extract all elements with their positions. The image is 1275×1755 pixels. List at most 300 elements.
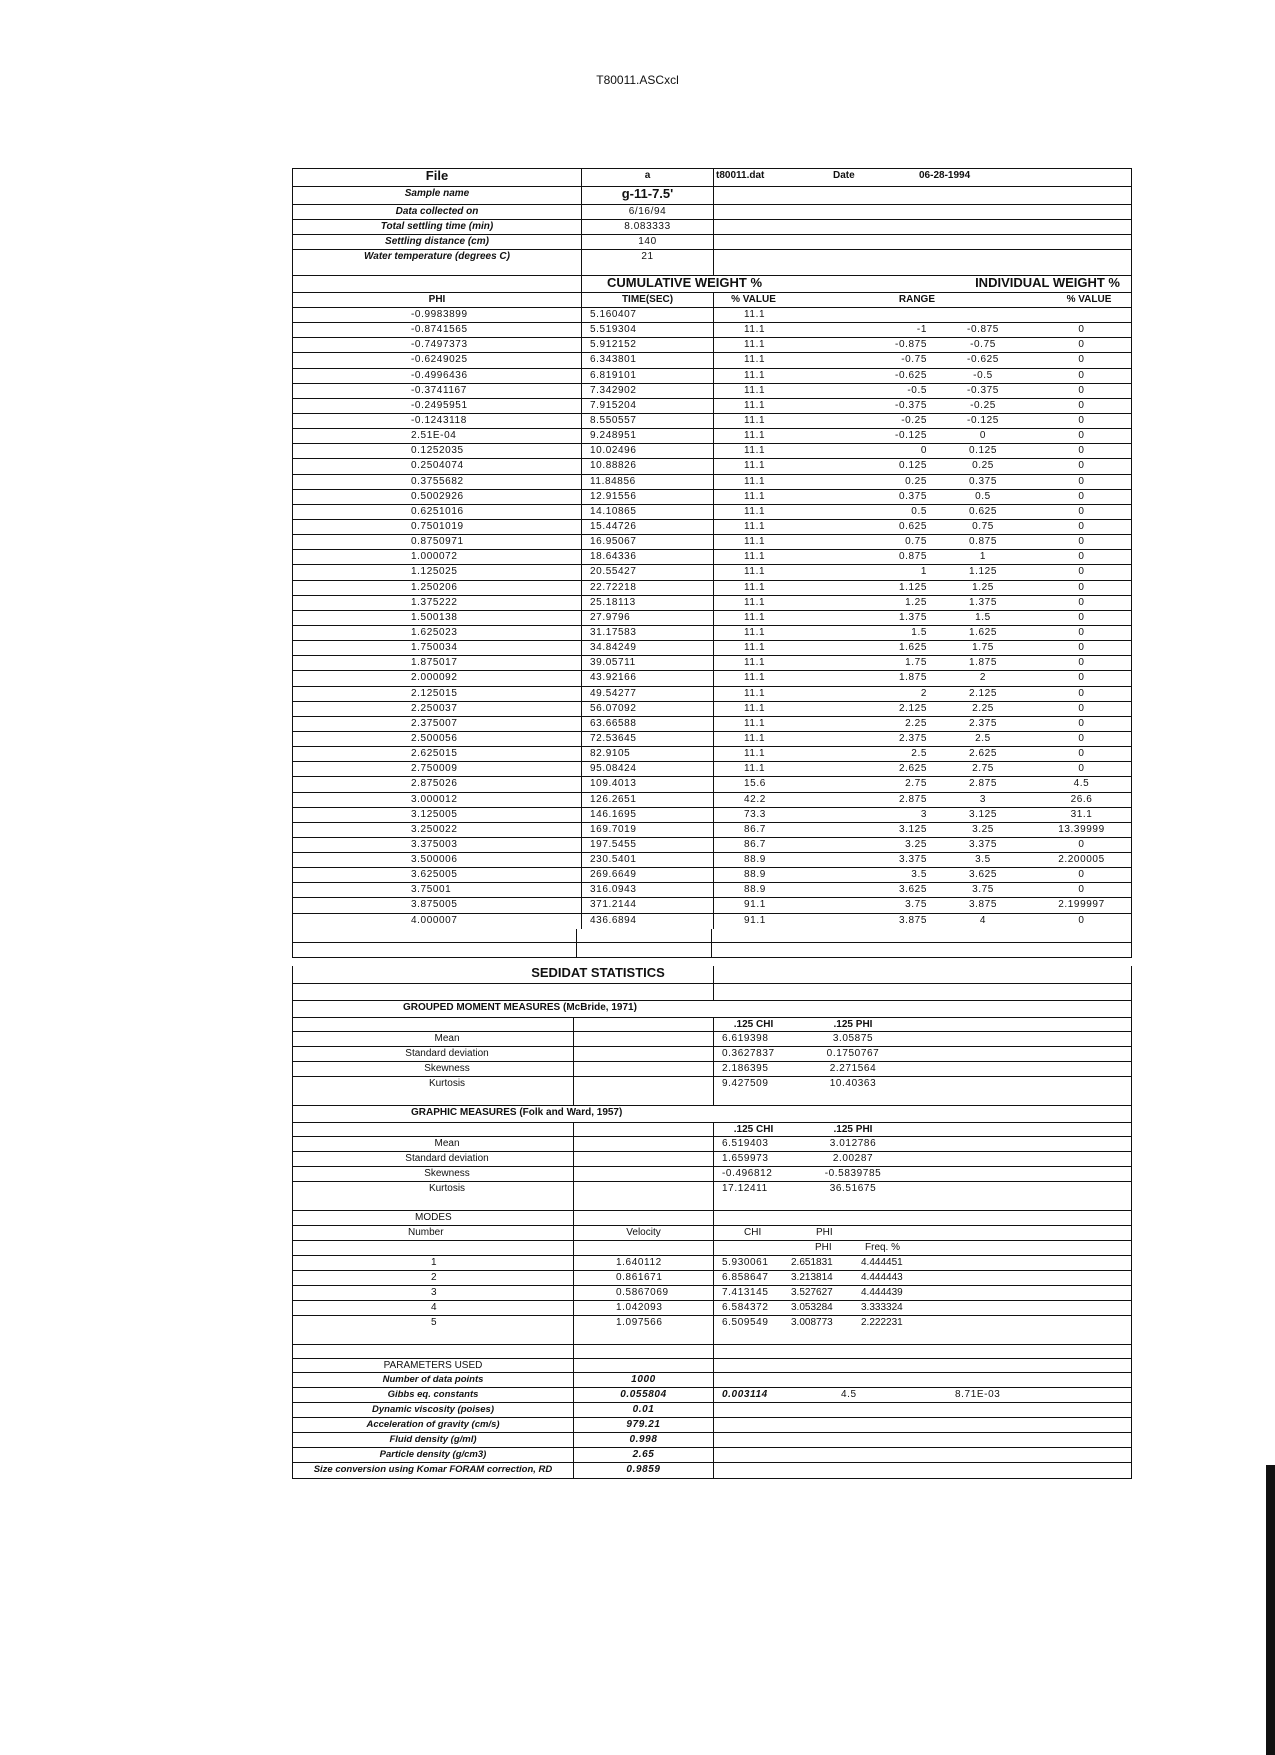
stat-blank	[573, 1152, 713, 1166]
stat-label: Standard deviation	[405, 1048, 489, 1059]
range-to-cell: 0.5	[975, 490, 991, 502]
range-from-cell: 1.25	[905, 596, 927, 608]
graphic-phi-head: .125 PHI	[833, 1124, 873, 1135]
weight-row	[293, 687, 1131, 702]
range-from-cell: 1.75	[905, 657, 927, 669]
stat-row	[293, 1032, 1131, 1047]
phi-cell: 1.125025	[411, 566, 458, 578]
col-time: TIME(SEC)	[581, 293, 713, 307]
page-edge	[1266, 1465, 1275, 1755]
mode-velocity: 0.5867069	[573, 1286, 713, 1300]
mode-phi: 2.651831	[791, 1257, 833, 1268]
stat-label: Mean	[434, 1033, 460, 1044]
mode-number: 2	[431, 1272, 437, 1283]
range-from-cell: 1.5	[911, 626, 927, 638]
weight-row	[293, 384, 1131, 399]
cum-value-cell: 11.1	[713, 444, 793, 458]
range-to-cell: 3.75	[972, 884, 994, 896]
time-cell: 14.10865	[581, 505, 713, 519]
phi-cell: 0.1252035	[411, 445, 464, 457]
range-from-cell: 0	[920, 445, 927, 457]
range-from-cell: 1	[920, 566, 927, 578]
phi-cell: -0.1243118	[411, 414, 467, 426]
range-from-cell: 0.375	[898, 490, 927, 502]
cum-value-cell: 11.1	[713, 399, 793, 413]
phi-cell: 3.500006	[411, 854, 458, 866]
range-from-cell: 3.5	[911, 869, 927, 881]
weight-row	[293, 702, 1131, 717]
ind-value-cell: 4.5	[1073, 778, 1090, 790]
mode-velocity: 1.097566	[573, 1316, 713, 1331]
phi-cell: -0.4996436	[411, 369, 468, 381]
cum-value-cell: 91.1	[713, 914, 793, 929]
phi-cell: 3.250022	[411, 823, 458, 835]
phi-cell: 0.2504074	[411, 460, 464, 472]
weight-row	[293, 338, 1131, 353]
cum-value-cell: 11.1	[713, 611, 793, 625]
weight-row	[293, 853, 1131, 868]
ind-value-cell: 0	[1078, 702, 1085, 714]
range-to-cell: 2.25	[972, 702, 994, 714]
param-extra-3	[953, 1448, 1130, 1462]
weight-row	[293, 369, 1131, 384]
time-cell: 12.91556	[581, 490, 713, 504]
mode-chi: 6.509549	[713, 1316, 789, 1331]
param-extra-1	[713, 1403, 833, 1417]
cum-value-cell: 73.3	[713, 808, 793, 822]
range-to-cell: 0.125	[968, 445, 998, 457]
time-cell: 27.9796	[581, 611, 713, 625]
mode-velocity: 1.640112	[573, 1256, 713, 1270]
weight-row	[293, 611, 1131, 626]
phi-cell: -0.9983899	[411, 309, 468, 320]
range-from-cell: 1.625	[898, 642, 927, 654]
sample-info-value: 6/16/94	[581, 205, 713, 219]
cum-value-cell: 15.6	[713, 777, 793, 791]
cum-value-cell: 11.1	[713, 565, 793, 579]
individual-weight-title: INDIVIDUAL WEIGHT %	[975, 276, 1120, 290]
mode-phi: 3.008773	[791, 1317, 833, 1328]
range-to-cell: 0.25	[972, 460, 994, 472]
sample-info-label: Data collected on	[395, 206, 479, 217]
stat-row	[293, 1152, 1131, 1167]
stat-label: Skewness	[424, 1063, 470, 1074]
cum-value-cell: 11.1	[713, 459, 793, 473]
range-to-cell: 2.375	[968, 717, 998, 729]
range-from-cell: 2.25	[905, 717, 927, 729]
time-cell: 49.54277	[581, 687, 713, 701]
time-cell: 20.55427	[581, 565, 713, 579]
weight-row	[293, 868, 1131, 883]
range-from-cell: -0.75	[901, 354, 927, 366]
params-title: PARAMETERS USED	[383, 1360, 483, 1371]
phi-cell: 0.7501019	[411, 520, 464, 532]
data-sheet	[292, 168, 1132, 958]
time-cell: 316.0943	[581, 883, 713, 897]
phi-cell: -0.3741167	[411, 384, 467, 396]
range-to-cell: -0.125	[967, 414, 999, 426]
range-to-cell: -0.625	[967, 354, 999, 366]
cum-value-cell: 11.1	[713, 414, 793, 428]
weight-row	[293, 490, 1131, 505]
ind-value-cell: 0	[1078, 354, 1085, 366]
stat-label: Kurtosis	[428, 1183, 466, 1194]
params-title-row	[293, 1359, 1131, 1373]
ind-value-cell: 0	[1078, 490, 1085, 502]
ind-value-cell: 0	[1078, 717, 1085, 729]
time-cell: 109.4013	[581, 777, 713, 791]
phi-cell: 1.625023	[411, 626, 458, 638]
sample-info-label: Water temperature (degrees C)	[364, 251, 510, 262]
ind-value-cell: 0	[1078, 626, 1085, 638]
range-from-cell: 3.375	[898, 854, 927, 866]
stats-title-row	[293, 966, 1131, 984]
cum-value-cell: 11.1	[713, 505, 793, 519]
stat-blank	[913, 1182, 1130, 1197]
stat-row	[293, 1182, 1131, 1197]
time-cell: 197.5455	[581, 838, 713, 852]
ind-value-cell: 26.6	[1070, 793, 1093, 805]
graphic-chi-head: .125 CHI	[713, 1123, 793, 1136]
range-from-cell: -0.125	[895, 430, 927, 442]
statistics-sheet	[292, 966, 1132, 1479]
ind-value-cell: 31.1	[1070, 808, 1093, 820]
modes-number-label: Number	[408, 1227, 444, 1238]
range-from-cell: -0.25	[901, 414, 927, 426]
time-cell: 146.1695	[581, 808, 713, 822]
mode-chi: 7.413145	[713, 1286, 789, 1300]
cum-value-cell: 11.1	[713, 338, 793, 352]
ind-value-cell: 0	[1078, 399, 1085, 411]
ind-value-cell: 0	[1078, 642, 1085, 654]
sample-info-value: 8.083333	[581, 220, 713, 234]
stat-chi-value: 0.3627837	[713, 1047, 793, 1061]
range-from-cell: 2.875	[898, 793, 927, 805]
phi-cell: 3.75001	[411, 884, 452, 896]
ind-value-cell: 0	[1078, 672, 1085, 684]
col-value: % VALUE	[713, 293, 793, 307]
ind-value-cell: 2.200005	[1058, 854, 1105, 866]
mode-velocity: 0.861671	[573, 1271, 713, 1285]
time-cell: 39.05711	[581, 656, 713, 670]
sample-info-row	[293, 220, 1131, 235]
date-label: Date	[833, 170, 855, 181]
ind-value-cell: 0	[1078, 611, 1085, 623]
mode-row	[293, 1271, 1131, 1286]
phi-cell: 2.375007	[411, 717, 458, 729]
stat-chi-value: 17.12411	[713, 1182, 793, 1197]
mode-number: 5	[431, 1317, 437, 1328]
stat-phi-value: 36.51675	[829, 1183, 877, 1194]
weight-row	[293, 550, 1131, 565]
ind-value-cell: 0	[1078, 430, 1085, 442]
range-from-cell: 0.875	[898, 551, 927, 563]
weight-row	[293, 626, 1131, 641]
stat-row	[293, 1062, 1131, 1077]
stat-chi-value: 1.659973	[713, 1152, 793, 1166]
ind-value-cell: 0	[1078, 732, 1085, 744]
cum-value-cell: 11.1	[713, 762, 793, 776]
stat-phi-value: 0.1750767	[826, 1048, 880, 1059]
modes-chi-label: CHI	[713, 1226, 813, 1240]
range-to-cell: 3	[979, 793, 987, 805]
range-to-cell: 3.25	[972, 823, 994, 835]
ind-value-cell: 0	[1078, 505, 1085, 517]
phi-cell: 1.375222	[411, 596, 458, 608]
param-extra-2: 4.5	[841, 1389, 857, 1400]
range-from-cell: 3.75	[905, 899, 927, 911]
weight-row	[293, 777, 1131, 792]
stat-blank	[913, 1167, 1130, 1181]
range-from-cell: 3	[920, 808, 927, 820]
time-cell: 82.9105	[581, 747, 713, 761]
moment-table	[293, 1032, 1131, 1092]
cum-value-cell: 11.1	[713, 490, 793, 504]
col-ind-value: % VALUE	[1066, 294, 1112, 305]
cum-value-cell: 11.1	[713, 626, 793, 640]
time-cell: 63.66588	[581, 717, 713, 731]
ind-value-cell: 0	[1078, 324, 1085, 336]
range-from-cell: 0.625	[898, 520, 927, 532]
range-to-cell: -0.375	[967, 384, 999, 396]
weight-row	[293, 793, 1131, 808]
phi-cell: 2.500056	[411, 732, 458, 744]
param-extra-3	[953, 1463, 1130, 1478]
moment-phi-head: .125 PHI	[833, 1019, 873, 1030]
ind-value-cell: 0	[1078, 551, 1085, 563]
mode-phi: 3.053284	[791, 1302, 833, 1313]
range-to-cell: 2.5	[975, 732, 991, 744]
cum-value-cell: 11.1	[713, 596, 793, 610]
range-to-cell: 2.125	[968, 687, 998, 699]
range-from-cell: -0.5	[907, 384, 927, 396]
cum-value-cell: 11.1	[713, 353, 793, 367]
phi-cell: 2.000092	[411, 672, 458, 684]
cum-value-cell: 11.1	[713, 687, 793, 701]
phi-cell: -0.6249025	[411, 354, 468, 366]
param-row	[293, 1418, 1131, 1433]
modes-phi-sub: PHI	[815, 1242, 832, 1253]
sample-info-label: Total settling time (min)	[380, 221, 494, 232]
weight-row	[293, 308, 1131, 323]
ind-value-cell: 0	[1078, 369, 1085, 381]
ind-value-cell: 0	[1078, 475, 1085, 487]
time-cell: 436.6894	[581, 914, 713, 929]
weight-row	[293, 353, 1131, 368]
cum-value-cell: 88.9	[713, 868, 793, 882]
stat-blank	[573, 1167, 713, 1181]
range-from-cell: 1.125	[898, 581, 927, 593]
weight-row	[293, 535, 1131, 550]
mode-freq: 3.333324	[861, 1302, 903, 1313]
weight-row	[293, 429, 1131, 444]
range-to-cell: 1.25	[972, 581, 994, 593]
time-cell: 11.84856	[581, 475, 713, 489]
range-from-cell: 3.125	[898, 823, 927, 835]
ind-value-cell: 0	[1078, 869, 1085, 881]
phi-cell: 2.875026	[411, 778, 458, 790]
weight-row	[293, 898, 1131, 913]
mode-freq: 4.444439	[861, 1287, 903, 1298]
cum-value-cell: 86.7	[713, 823, 793, 837]
range-from-cell: 2.125	[898, 702, 927, 714]
stat-row	[293, 1137, 1131, 1152]
stat-chi-value: 2.186395	[713, 1062, 793, 1076]
range-from-cell: -0.375	[895, 399, 927, 411]
cum-value-cell: 11.1	[713, 550, 793, 564]
weight-row	[293, 475, 1131, 490]
range-from-cell: 3.875	[898, 914, 927, 926]
range-to-cell: 0.375	[968, 475, 998, 487]
weight-row	[293, 505, 1131, 520]
time-cell: 25.18113	[581, 596, 713, 610]
stat-blank	[573, 1032, 713, 1046]
range-from-cell: 3.625	[898, 884, 927, 896]
cum-value-cell: 88.9	[713, 883, 793, 897]
sample-info-value: 140	[581, 235, 713, 249]
ind-value-cell: 0	[1078, 687, 1085, 699]
time-cell: 5.160407	[581, 308, 713, 322]
time-cell: 6.819101	[581, 369, 713, 383]
range-from-cell: 2.625	[898, 763, 927, 775]
param-label: Number of data points	[382, 1374, 484, 1385]
mode-freq: 4.444443	[861, 1272, 903, 1283]
weight-row	[293, 732, 1131, 747]
stat-phi-value: 10.40363	[829, 1078, 877, 1089]
stat-blank	[913, 1137, 1130, 1151]
time-cell: 15.44726	[581, 520, 713, 534]
cum-value-cell: 11.1	[713, 520, 793, 534]
cum-value-cell: 11.1	[713, 581, 793, 595]
ind-value-cell: 2.199997	[1058, 899, 1105, 911]
weight-row	[293, 399, 1131, 414]
weight-row	[293, 596, 1131, 611]
phi-cell: 0.8750971	[411, 536, 464, 548]
sample-info-blank	[713, 220, 1130, 234]
range-from-cell: 2.5	[911, 748, 927, 760]
time-cell: 5.519304	[581, 323, 713, 337]
ind-value-cell: 0	[1078, 748, 1085, 760]
range-to-cell: 4	[979, 914, 987, 926]
sample-info-blank	[713, 250, 1130, 265]
weight-row	[293, 762, 1131, 777]
phi-cell: 2.750009	[411, 763, 458, 775]
weight-row	[293, 414, 1131, 429]
time-cell: 16.95067	[581, 535, 713, 549]
cum-value-cell: 11.1	[713, 641, 793, 655]
col-phi: PHI	[428, 294, 446, 305]
weight-row	[293, 883, 1131, 898]
param-label: Acceleration of gravity (cm/s)	[366, 1419, 500, 1430]
mode-row	[293, 1301, 1131, 1316]
cum-value-cell: 11.1	[713, 384, 793, 398]
weight-row	[293, 823, 1131, 838]
phi-cell: 1.875017	[411, 657, 458, 669]
range-from-cell: 2.75	[905, 778, 927, 790]
stats-title: SEDIDAT STATISTICS	[531, 966, 665, 979]
stat-chi-value: -0.496812	[713, 1167, 793, 1181]
ind-value-cell: 0	[1078, 384, 1085, 396]
stat-label: Standard deviation	[405, 1153, 489, 1164]
ind-value-cell: 0	[1078, 581, 1085, 593]
stat-label: Mean	[434, 1138, 460, 1149]
cum-value-cell: 11.1	[713, 308, 793, 322]
file-name: t80011.dat	[713, 169, 793, 186]
mode-number: 3	[431, 1287, 437, 1298]
range-from-cell: -1	[916, 324, 927, 336]
weight-row	[293, 444, 1131, 459]
sample-info-value: 21	[581, 250, 713, 265]
range-from-cell: 2	[920, 687, 927, 699]
mode-number: 1	[431, 1257, 437, 1268]
time-cell: 6.343801	[581, 353, 713, 367]
stat-blank	[913, 1047, 1130, 1061]
time-cell: 7.342902	[581, 384, 713, 398]
param-value: 0.055804	[573, 1388, 713, 1402]
range-to-cell: 2	[979, 672, 987, 684]
range-to-cell: 0.75	[972, 520, 994, 532]
mode-chi: 5.930061	[713, 1256, 789, 1270]
weight-row	[293, 747, 1131, 762]
parameters-table	[293, 1373, 1131, 1478]
range-from-cell: 0.5	[911, 505, 927, 517]
range-to-cell: 1.375	[968, 596, 998, 608]
sample-info-row	[293, 250, 1131, 265]
cum-value-cell: 86.7	[713, 838, 793, 852]
moment-title-row	[293, 1001, 1131, 1018]
ind-value-cell: 0	[1078, 445, 1085, 457]
time-cell: 269.6649	[581, 868, 713, 882]
stat-phi-value: -0.5839785	[824, 1168, 882, 1179]
param-row	[293, 1403, 1131, 1418]
file-a: a	[581, 169, 713, 186]
time-cell: 43.92166	[581, 671, 713, 685]
cum-value-cell: 11.1	[713, 702, 793, 716]
phi-cell: 0.6251016	[411, 505, 464, 517]
param-label: Fluid density (g/ml)	[389, 1434, 477, 1445]
stat-phi-value: 2.271564	[829, 1063, 877, 1074]
range-from-cell: 0.75	[905, 536, 927, 548]
param-extra-2	[833, 1373, 953, 1387]
phi-cell: 2.125015	[411, 687, 458, 699]
weight-row	[293, 565, 1131, 580]
stat-blank	[573, 1047, 713, 1061]
phi-cell: 3.625005	[411, 869, 458, 881]
range-to-cell: 1.75	[972, 642, 994, 654]
moment-title: GROUPED MOMENT MEASURES (McBride, 1971)	[403, 1002, 637, 1013]
sample-info-row	[293, 187, 1131, 205]
weight-row	[293, 323, 1131, 338]
ind-value-cell	[1033, 308, 1130, 322]
sample-info-blank	[713, 205, 1130, 219]
param-row	[293, 1388, 1131, 1403]
stat-phi-value: 2.00287	[832, 1153, 874, 1164]
range-from-cell: 0.25	[905, 475, 927, 487]
range-to-cell: -0.25	[970, 399, 996, 411]
mode-phi: 3.213814	[791, 1272, 833, 1283]
param-extra-1	[713, 1418, 833, 1432]
graphic-title: GRAPHIC MEASURES (Folk and Ward, 1957)	[411, 1107, 623, 1118]
phi-cell: 0.3755682	[411, 475, 464, 487]
range-to-cell: 0.625	[968, 505, 998, 517]
spacer-row	[293, 265, 1131, 276]
param-extra-2	[833, 1418, 953, 1432]
weight-row	[293, 581, 1131, 596]
param-value: 1000	[573, 1373, 713, 1387]
cum-value-cell: 11.1	[713, 656, 793, 670]
stat-chi-value: 9.427509	[713, 1077, 793, 1092]
stat-blank	[913, 1077, 1130, 1092]
